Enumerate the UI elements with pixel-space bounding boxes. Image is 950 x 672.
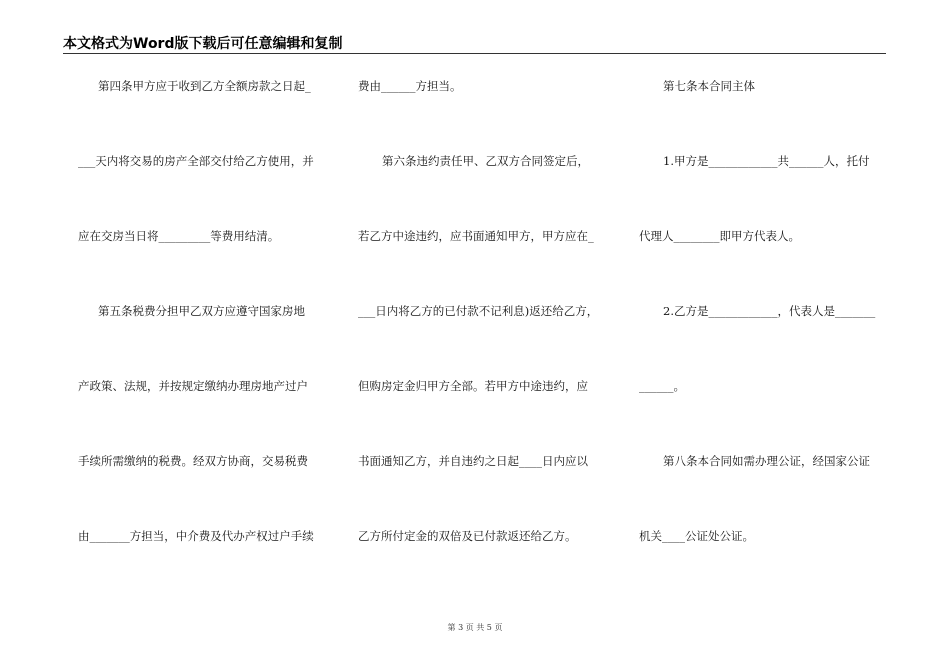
text-line: 第六条违约责任甲、乙双方合同签定后， <box>382 154 589 168</box>
header-title: 本文格式为Word版下载后可任意编辑和复制 <box>63 36 343 52</box>
text-line: 第四条甲方应于收到乙方全额房款之日起_ <box>98 79 311 93</box>
text-line: 书面通知乙方，并自违约之日起____日内应以 <box>358 454 588 468</box>
text-line: ___天内将交易的房产全部交付给乙方使用，并 <box>78 154 314 168</box>
text-line: ___日内将乙方的已付款不记利息)返还给乙方， <box>358 304 599 318</box>
text-line: 第八条本合同如需办理公证，经国家公证 <box>663 454 870 468</box>
text-line: 第七条本合同主体 <box>663 79 755 93</box>
text-line: 但购房定金归甲方全部。若甲方中途违约，应 <box>358 379 588 393</box>
text-line: 产政策、法规，并按规定缴纳办理房地产过户 <box>78 379 308 393</box>
page-number: 第 3 页 共 5 页 <box>447 623 503 632</box>
text-line: 若乙方中途违约，应书面通知甲方，甲方应在_ <box>358 229 594 243</box>
page-header <box>63 33 886 54</box>
text-line: 手续所需缴纳的税费。经双方协商，交易税费 <box>78 454 308 468</box>
text-line: 乙方所付定金的双倍及已付款返还给乙方。 <box>358 529 577 543</box>
text-line: 费由______方担当。 <box>358 79 462 93</box>
text-line: 1.甲方是____________共______人，托付 <box>663 154 870 168</box>
text-line: 代理人________即甲方代表人。 <box>639 229 800 243</box>
text-line: 由_______方担当，中介费及代办产权过户手续 <box>78 529 314 543</box>
text-line: 第五条税费分担甲乙双方应遵守国家房地 <box>98 304 305 318</box>
text-line: 应在交房当日将_________等费用结清。 <box>78 229 280 243</box>
text-line: 机关____公证处公证。 <box>639 529 754 543</box>
text-line: ______。 <box>639 379 685 393</box>
text-line: 2.乙方是____________，代表人是_______ <box>663 304 876 318</box>
